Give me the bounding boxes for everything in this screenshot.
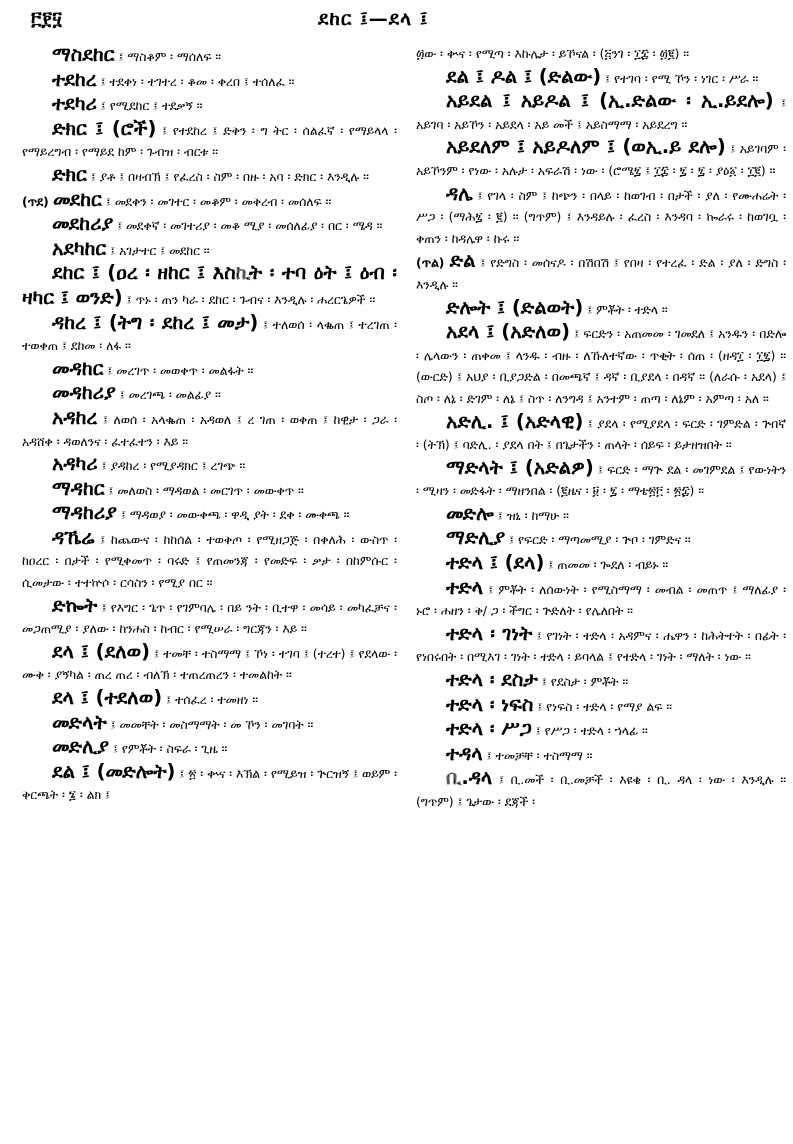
running-head: ደከር ፤—ደላ ፤ [318,8,429,30]
definition-text: ፤ አይገባ ፡ አይኾን ፡ አይደላ ፡ አይ መች ፤ አይስማማ ፡ አይደረግ ። [416,96,787,132]
definition-text: ፤ መደቀኛ ፡ መገተሪያ ፡ መቆ ሚያ ፡ መሰለፊያ ፡ በር ፡ ሜዳ ። [113,219,383,234]
dictionary-entry [22,164,397,189]
dictionary-entry [22,527,397,595]
dictionary-entry [22,213,397,238]
dictionary-entry [416,44,786,66]
headword: አደላ ፤ (አድለወ) [446,320,570,344]
headword: መደከሪያ [52,212,114,236]
headword: ደከር ፤ (ዐረ ፡ ዘከር ፤ እስኪት ፡ ተባ ዕት ፤ ዕብ ፡ ዛካር ፤ ወንድ) [22,261,397,309]
definition-text: ፤ መደቀን ፡ መገተር ፡ መቆም ፡ መቅረብ ፡ መሰለፍ ። [101,194,332,209]
definition-text: ፤ የተገባ ፡ የሚ ኾን ፡ ነገር ፡ ሥራ ። [601,71,759,86]
definition-text: ፤ የድግስ ፡ መሰናዶ ፡ በሽበሽ ፤ የበዛ ፡ የተረፈ ፡ ድል ፡ ያለ ፡ ድግስ ፡ እንዲሉ ። [416,256,786,292]
definition-text: ፤ አይገባም ፡ አይኾንም ፡ የነው ፡ አሉታ ፡ አፍራሽ ፡ ነው ፡ (ሮሜ፯ ፤ ፲፰ ፡ ፯ ፡ ፯ ፡ ያዕ፩ ፡ ፲፪) ። [416,142,786,178]
headword: ድሎት ፤ (ድልወት) [446,295,584,319]
definition-text: ፤ የሚደከር ፤ ተደቃኝ ። [96,99,203,114]
dictionary-entry [416,66,786,91]
headword: መዳከር [52,356,104,380]
headword: ድክር ፤ (ሮች) [52,116,157,140]
dictionary-entry [22,407,397,453]
dictionary-entry [416,577,786,623]
headword: ተድላ ፡ ሥጋ [446,717,532,741]
dictionary-entry [22,595,397,641]
definition-text: ፤ የደስታ ፡ ምቾት ። [537,675,629,690]
headword: አይደል ፤ አይዶል ፤ (ኢ.ድልው ፡ ኢ.ይደሎ) [446,89,774,113]
page-number: ፫፻፶ [31,8,62,30]
dictionary-entry [416,411,786,457]
headword: አደካከር [52,236,107,260]
definition-text: ፤ የምቾት ፡ ስፍራ ፡ ጊዜ ። [109,742,228,757]
headword: አድሊ. ፤ (አድላዊ) [446,409,584,433]
headword: አይደለም ፤ አይዶለም ፤ (ወኢ.ይ ደሎ) [446,135,726,159]
dictionary-entry [22,502,397,527]
dictionary-entry [22,736,397,761]
dictionary-entry [416,250,786,296]
dictionary-entry [416,321,786,410]
headword: ድኰት [52,593,98,617]
definition-text: ፤ ፍርድን ፡ አጠመመ ፡ ገመደለ ፤ አንዱን ፡ በድሎ ፡ ሌላውን ፡ ጠቀመ ፤ ላንዱ ፡ ብዙ ፡ ለኹለተኛው ፡ ጥቂት ፡ ሰጠ ፡ (ዘዳ፲ ፡ ፲፯) ። (ውርድ) ፤ አህያ ፡ ቢያጋድል ፡ በመጫኛ ፤ ዳኛ ፡ ቢያደላ ፡ በዳኛ ። (ለራሱ ፡ አደላ) ፤ ስጦ ፡ ለኔ ፡ ድገም ፡ ለኔ ፤ ስጥ ፡ ለንግዳ ፤ አንተም ፡ ጠጣ ፡ ለኔም ፡ አምጣ ፡ አለ ። [416,327,786,406]
definition-text: ፤ ከጨውና ፡ ከከሰል ፡ ተወቅጦ ፡ የሚዘጋጅ ፡ በቀለሕ ፡ ውስጥ ፡ ከዐረር ፡ በታች ፡ የሚቀመጥ ፡ ባሩድ ፤ የጠመንጃ ፡ የመድፍ ፡ ቃታ ፡ በከምሱር ፡ ሲመታው ፡ ተተኵሶ ፡ ርሳስን ፡ የሚያ በር ። [22,532,397,591]
headword: አዳከረ [52,405,98,429]
headword: ደላ ፤ (ደለወ) [52,639,151,663]
headword: አዳካሪ [52,452,98,476]
headword: ማዳከር [52,476,105,500]
dictionary-entry [416,718,786,743]
headword: ድል [449,249,476,273]
headword: ዳከረ ፤ (ትግ ፡ ደከረ ፤ መታ) [52,310,259,334]
definition-text: ፤ ጥኑ ፡ ጠን ካራ ፡ ደከር ፡ ጉብና ፡ እንዲሉ ፡ ሐረርጌዎች ። [122,292,376,307]
definition-text: ፤ የሥጋ ፡ ተድላ ፡ ኀላፊ ። [531,724,648,739]
dictionary-entry [22,382,397,407]
headword: ተድላ ፡ ደስታ [446,668,538,692]
dictionary-entry [416,90,786,136]
dictionary-entry [416,297,786,322]
page-header [0,0,793,36]
definition-text: ፤ ለወሰ ፡ አላቈጠ ፡ አዳወለ ፤ ረ ገጠ ፡ ወቀጠ ፤ ከዊታ ፡ ጋራ ፡ አዳሸቀ ፡ ዳወለንና ፡ ፈተፈተን ፡ እይ ። [22,412,397,449]
dictionary-entry [22,189,397,214]
headword: ማዳከሪያ [52,501,117,525]
definition-text: ፤ ተሰፈረ ፡ ተመዘነ ። [162,693,258,708]
definition-text: ፤ ምቾት ፡ ለሰውነት ፡ የሚስማማ ፡ መብል ፡ መጠጥ ፤ ማለፊያ ፡ ኑሮ ፡ ሐዘን ፡ ቅ/ ጋ ፡ ችግር ፡ ጕድለት ፡ የሌለበት ። [416,582,786,619]
definition-text: ፤ የገነት ፡ ተድላ ፡ አዳምና ፡ ሔዋን ፡ ከሕትተት ፡ በፊት ፡ የነበሩበት ፡ በሚእገ ፡ ገነት ፡ ተድላ ፡ ይባላል ፤ የተድላ ፡ ገነት ፡ ማለት ፡ ነው ። [416,628,786,665]
headword: ማድሊያ [446,526,506,550]
definition-text: ፤ ፳ ፡ ቍና ፡ እኽል ፡ የሚይዝ ፡ ጕርዝኝ ፤ ወይም ፡ ቅርጫት ፡ ፮ ፡ ልክ ፤ [22,766,397,803]
dictionary-entry [22,761,397,807]
dictionary-entry [22,687,397,712]
headword: መድላት [52,710,107,734]
dictionary-entry [416,457,786,503]
dictionary-entry [416,694,786,719]
headword: መድሎ [446,501,494,525]
definition-text: ፤ ያዳከረ ፡ የሚያዳክር ፤ ረገጭ ። [97,459,246,474]
headword: መዳከሪያ [52,381,116,405]
headword: ተድላ ፡ ገነት [446,621,533,645]
definition-text: ፤ ተለወሰ ፡ ላቈጠ ፤ ተረገጠ ፡ ተወቀጠ ፤ ደከመ ፡ ለፋ ። [22,317,397,354]
headword: ዳሌ [446,181,473,205]
dictionary-entry [416,767,786,813]
dictionary-entry [416,552,786,577]
headword: መደከር [52,187,102,211]
headword: መድሊያ [52,735,110,759]
headword: ተደካሪ [52,92,97,116]
definition-text: ፤ ማስቆም ፡ ማሰለፍ ። [114,50,221,64]
dictionary-entry [416,136,786,182]
headword: ተድላ ፡ ነፍስ [446,692,534,716]
definition-text: ፤ መመቸት ፡ መስማማት ፡ መ ኾን ፡ መገባት ። [106,717,314,732]
definition-text: ፤ ምቾት ፡ ተድላ ። [583,302,668,317]
definition-text: ፤ ዝኒ ፡ ከማሁ ። [493,508,569,523]
left-column [22,44,397,807]
definition-text: ፤ ተመቻቸ ፡ ተስማማ ። [482,748,593,763]
definition-text: ፴ው ፡ ቍና ፡ የሚጣ ፡ እኩሌታ ፡ ይኾናል ፡ (፭ንገ ፡ ፲፰ ፡ ፴፪) ። [416,47,690,61]
definition-text: ፤ ፍርድ ፡ ማጕ ደል ፡ መገምደል ፤ የውነትን ፡ ሚዛን ፡ መድፋት ፡ ማዘንበል ፡ (፪ዜና ፡ ፱ ፡ ፯ ፡ ማቴ፳፫ ፡ ፳፰) ። [416,462,786,499]
dictionary-entry [22,238,397,263]
definition-text: ፤ ተመቸ ፡ ተስማማ ፤ ኾነ ፡ ተገባ ፤ (ተረተ) ፤ የደላው ፡ ሙቅ ፡ ያኝካል ፡ ጠረ ጠረ ፡ ብለኽ ፡ ተጠረጠረን ፡ ተመልከት ። [22,646,397,683]
headword: ማድላት ፤ (አድልዎ) [446,455,594,479]
headword: ድክር [52,162,87,186]
dictionary-entry [22,44,397,69]
definition-text: ፤ አገታተር ፤ መደከር ። [106,243,210,258]
dictionary-entry [22,93,397,118]
dictionary-entry [416,669,786,694]
definition-text: ፤ የገላ ፡ ስም ፤ ከጭን ፡ በላይ ፡ ከወገብ ፡ በታች ፡ ያለ ፡ የሙሐሬት ፡ ሥጋ ፡ (ማሕ፯ ፡ ፪) ። (ግጥም) ፤ እንዳይሉ ፡ ፈረስ ፡ እንዳባ ፡ ኰራሩ ፡ ከወገቧ ፡ ቀጠን ፡ ከዳሌዋ ፡ ኩሩ ። [416,188,786,246]
dictionary-entry [416,527,786,552]
dictionary-entry [22,712,397,737]
headword: ደል ፤ ዶል ፤ (ድልው) [446,64,602,88]
definition-text: ፤ የነፍስ ፡ ተድላ ፡ የማያ ልፍ ። [533,699,672,714]
definition-text: ፤ መረገጥ ፡ መወቀጥ ፡ መልፋት ። [103,363,254,378]
headword: ማስደከር [52,43,115,66]
headword: ተድላ [446,575,484,599]
dictionary-entry [22,478,397,503]
definition-text: ፤ ቢ.መች ፡ ቢ.መቻች ፡ እዩቄ ፡ ቢ. ዳላ ፡ ነው ፡ እንዲሉ ። (ግጥም) ፤ ጌታው ፡ ደጃች ፡ [416,773,786,809]
dictionary-entry [22,312,397,358]
definition-text: ፤ ማዳወያ ፡ መውቀጫ ፡ ዋዲ ያት ፡ ደቀ ፡ ሙቀጫ ። [116,508,350,523]
dictionary-entry [22,641,397,687]
definition-text: ፤ መረገጫ ፡ መልፊያ ። [115,388,221,403]
definition-text: ፤ መለወስ ፡ ማዳወል ፡ መርገጥ ፡ መውቀጥ ። [104,483,304,498]
dictionary-entry [416,743,786,768]
dictionary-entry [22,118,397,164]
headword: ተደከረ [52,67,97,91]
headword: ተድላ ፤ (ደላ) [446,551,545,575]
headword: ደል ፤ (መድሎት) [52,759,176,783]
entry-tag: (ጥል) [416,256,450,271]
headword: ዳኼሬ [52,525,95,549]
dictionary-entry [22,69,397,94]
headword: ደላ ፤ (ተደለወ) [52,686,163,710]
dictionary-entry [416,503,786,528]
dictionary-entry [416,623,786,669]
definition-text: ፤ ያደላ ፡ የሚያደላ ፡ ፍርድ ፡ ገምድል ፡ ጕበኛ ፡ (ትኽ) ፤ ባድሊ. ፡ ያደላ በት ፤ በጌታችን ፡ ጠላት ፡ ሰይፍ ፡ ይታዘዝበት ። [416,416,786,453]
dictionary-entry [22,453,397,478]
dictionary-entry [22,358,397,383]
definition-text: ፤ ተደቀነ ፡ ተገተረ ፡ ቆመ ፡ ቀረበ ፤ ተሰለፈ ። [96,74,295,89]
dictionary-entry [22,262,397,311]
entry-tag: (ጥደ) [22,194,53,209]
right-column [416,44,786,814]
definition-text: ፤ የተደከረ ፤ ድቅን ፡ ግ ትር ፡ ሰልፈኛ ፡ የማይላላ ፡ የማይረግብ ፡ የማይደ ከም ፡ ጉብዝ ፡ ብርቱ ። [22,123,397,160]
definition-text: ፤ የእግር ፡ ጌጥ ፡ የገምባሌ ፡ በይ ንት ፡ ቢተዋ ፡ መሳይ ፡ መካፈቻና ፡ መጋጠሚያ ፡ ያለው ፡ ከንሐስ ፡ ከብር ፡ የሚሠራ ፡ ግርጃን ፡ እይ ። [22,600,397,637]
definition-text: ፤ የፍርድ ፡ ማጣመሚያ ፡ ጕቦ ፡ ገምድና ። [505,533,691,548]
headword: ቢ.ዳላ [446,766,493,790]
headword: ተዳላ [446,741,483,765]
definition-text: ፤ ያቶ ፤ በዛብኽ ፤ የፈረስ ፡ ስም ፡ በዙ ፡ አባ ፡ ድክር ፡ እንዲሉ ። [86,169,369,184]
dictionary-entry [416,183,786,251]
definition-text: ፤ ጠመመ ፡ ጐደለ ፡ ብይኑ ። [544,558,669,573]
